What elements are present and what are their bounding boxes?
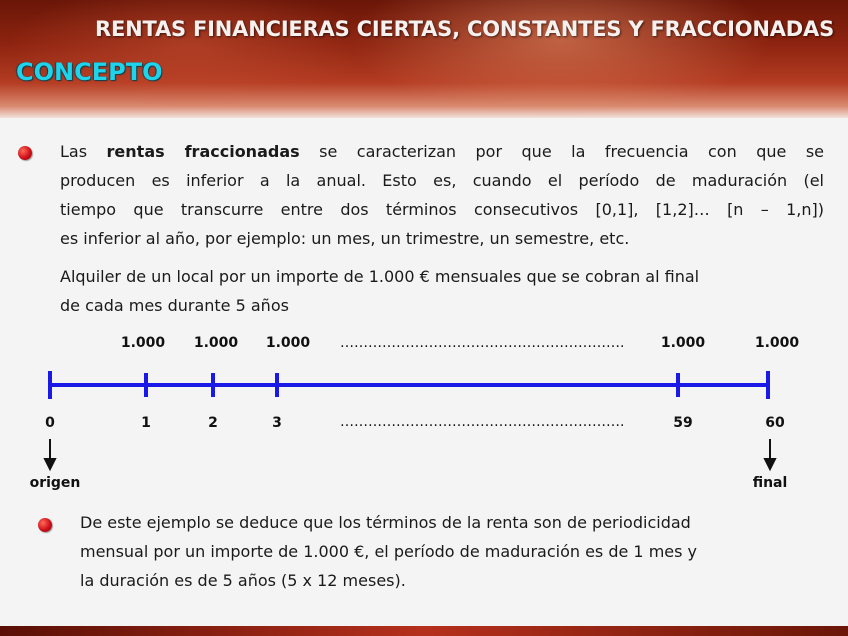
amount-label: 1.000 — [120, 335, 166, 351]
bullet-icon — [18, 146, 32, 160]
amount-label: 1.000 — [660, 335, 706, 351]
origin-label: origen — [29, 475, 81, 491]
arrow-down-icon — [45, 439, 55, 469]
paragraph-line — [60, 137, 824, 166]
bold-term: rentas fraccionadas — [106, 142, 300, 161]
amount-label: 1.000 — [193, 335, 239, 351]
paragraph-definition — [60, 137, 824, 253]
ellipsis-dots-top: ……………………………………………………. — [340, 335, 625, 351]
timeline-diagram — [0, 320, 848, 500]
header-banner — [0, 0, 848, 118]
section-title: CONCEPTO — [16, 58, 163, 86]
bullet-icon — [38, 518, 52, 532]
paragraph-example — [60, 262, 826, 320]
amount-label: 1.000 — [265, 335, 311, 351]
arrow-down-icon — [765, 439, 775, 469]
period-label: 59 — [673, 415, 693, 431]
slide-title: RENTAS FINANCIERAS CIERTAS, CONSTANTES Y FRACCIONADAS — [94, 17, 834, 41]
period-label: 60 — [765, 415, 785, 431]
ellipsis-dots-bottom: ……………………………………………………. — [340, 414, 625, 430]
paragraph-line: de cada mes durante 5 años — [60, 296, 289, 315]
footer-band — [0, 626, 848, 636]
text-run: se caracterizan por que la frecuencia con que se — [299, 142, 824, 161]
amount-label: 1.000 — [754, 335, 800, 351]
paragraph-line: producen es inferior a la anual. Esto es, cuando el período de maduración (el — [60, 171, 824, 190]
period-label: 2 — [208, 415, 218, 431]
text-run: Las — [60, 142, 107, 161]
paragraph-conclusion — [80, 508, 820, 595]
paragraph-line: tiempo que transcurre entre dos términos consecutivos [0,1], [1,2]… [n – 1,n]) — [60, 200, 824, 219]
final-label: final — [752, 475, 788, 491]
paragraph-line: la duración es de 5 años (5 x 12 meses). — [80, 571, 406, 590]
period-label: 3 — [272, 415, 282, 431]
period-label: 0 — [45, 415, 55, 431]
paragraph-line: es inferior al año, por ejemplo: un mes, un trimestre, un semestre, etc. — [60, 229, 630, 248]
paragraph-line: mensual por un importe de 1.000 €, el período de maduración es de 1 mes y — [80, 542, 698, 561]
paragraph-line: De este ejemplo se deduce que los términos de la renta son de periodicidad — [80, 513, 691, 532]
period-label: 1 — [141, 415, 151, 431]
paragraph-line: Alquiler de un local por un importe de 1.000 € mensuales que se cobran al final — [60, 267, 700, 286]
